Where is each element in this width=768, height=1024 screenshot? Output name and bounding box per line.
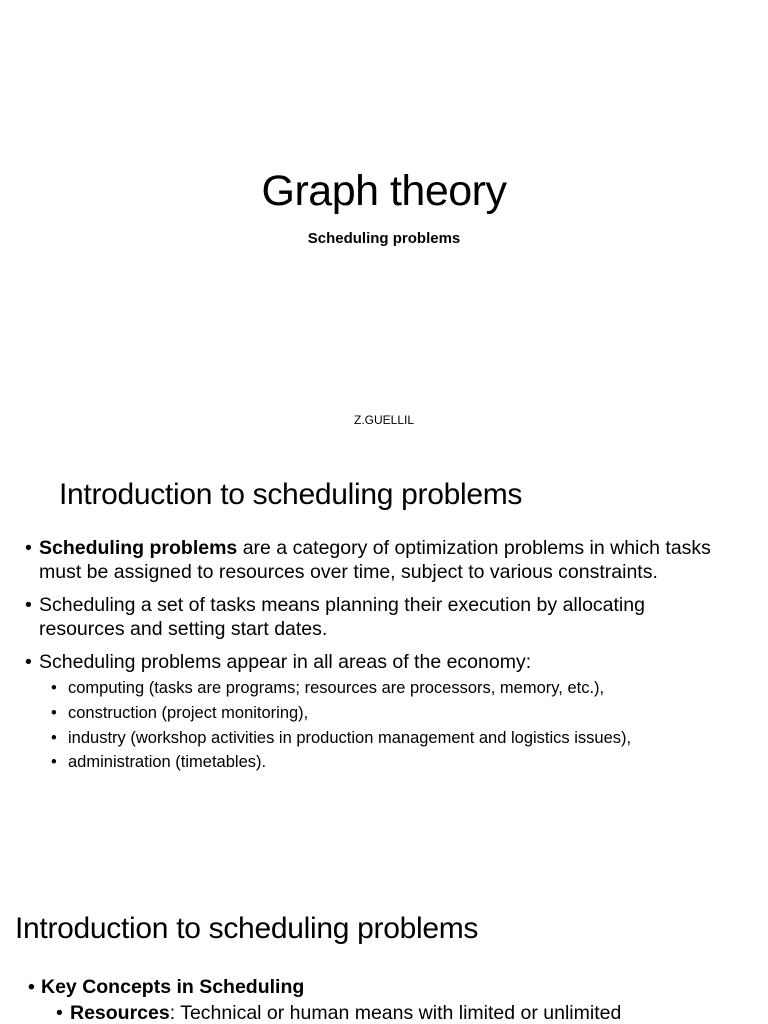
bullet-list <box>22 536 722 783</box>
key-concepts-slide <box>0 860 768 1024</box>
presentation-subtitle: Scheduling problems <box>307 230 461 247</box>
slide-heading: Introduction to scheduling problems <box>15 912 479 945</box>
presentation-title: Graph theory <box>261 167 507 215</box>
sub-bullet-item: • administration (timetables). <box>39 750 722 775</box>
title-slide <box>0 0 768 448</box>
sub-bullet-text: : Technical or human means with limited or unlimited <box>169 1002 622 1024</box>
bullet-item: • Key Concepts in Scheduling <box>25 974 745 1000</box>
bullet-bold-term: Scheduling problems <box>39 537 238 559</box>
slide-heading: Introduction to scheduling problems <box>59 478 523 511</box>
bullet-item <box>22 593 722 642</box>
intro-slide <box>0 448 768 860</box>
bullet-list <box>25 974 745 1024</box>
sub-bullet-list <box>39 676 722 775</box>
sub-bullet-item: • construction (project monitoring), <box>39 701 722 726</box>
bullet-text: are a category of optimization problems in which tasks must be assigned to resources over time, subject to various constraints. <box>39 537 711 584</box>
sub-bullet-item: • computing (tasks are programs; resources are processors, memory, etc.), <box>39 676 722 701</box>
bullet-item <box>22 650 722 776</box>
sub-bullet-item: • industry (workshop activities in production management and logistics issues), <box>39 726 722 751</box>
bullet-item <box>22 536 722 585</box>
bullet-text: Scheduling a set of tasks means planning their execution by allocating resources and setting start dates. <box>39 593 645 641</box>
bullet-text: Scheduling problems appear in all areas of the economy: <box>39 650 532 673</box>
sub-bullet-item <box>25 1000 745 1024</box>
author-name: Z.GUELLIL <box>353 413 415 427</box>
sub-bullet-bold-term: Resources <box>70 1002 170 1024</box>
